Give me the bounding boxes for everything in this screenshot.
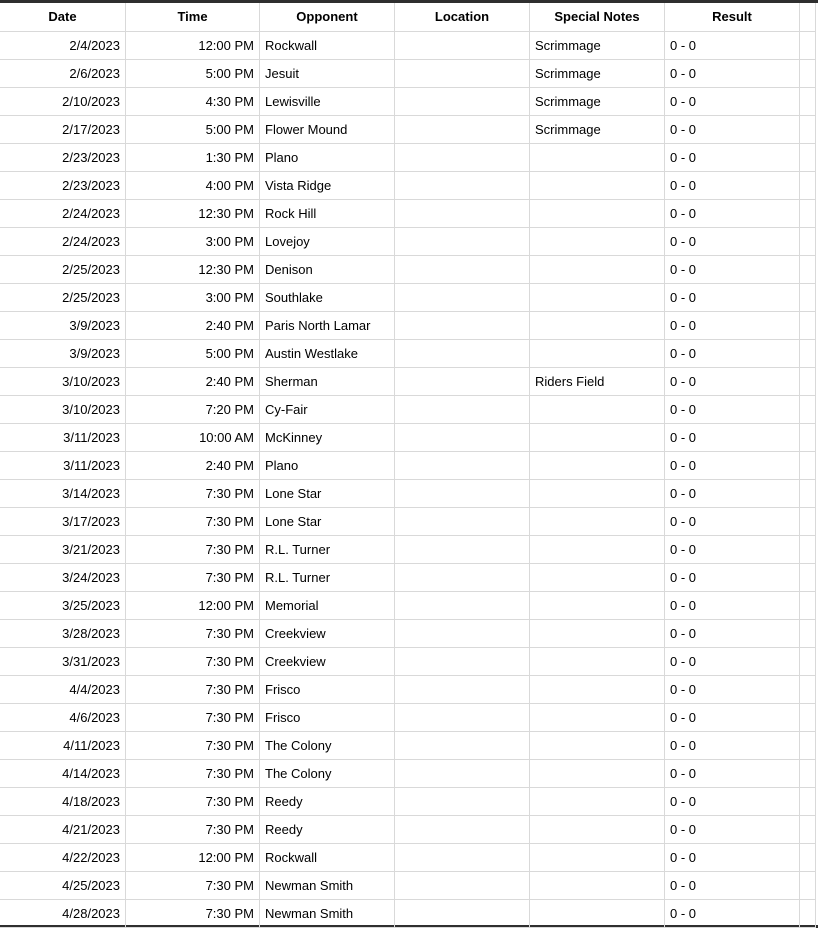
date-cell[interactable]: 3/10/2023 <box>0 367 126 395</box>
result-cell[interactable]: 0 - 0 <box>665 395 800 423</box>
location-cell[interactable] <box>395 479 530 507</box>
result-cell[interactable]: 0 - 0 <box>665 227 800 255</box>
special-notes-cell[interactable]: Scrimmage <box>530 87 665 115</box>
time-cell[interactable]: 7:30 PM <box>126 563 260 591</box>
date-cell[interactable]: 3/11/2023 <box>0 423 126 451</box>
header-time[interactable]: Time <box>126 3 260 31</box>
empty-cell[interactable] <box>800 87 816 115</box>
result-cell[interactable]: 0 - 0 <box>665 255 800 283</box>
empty-cell[interactable] <box>800 31 816 59</box>
special-notes-cell[interactable] <box>530 339 665 367</box>
time-cell[interactable]: 7:30 PM <box>126 731 260 759</box>
table-row <box>0 535 816 563</box>
result-cell[interactable]: 0 - 0 <box>665 311 800 339</box>
date-cell[interactable]: 4/28/2023 <box>0 899 126 927</box>
empty-cell[interactable] <box>800 59 816 87</box>
date-cell[interactable]: 4/4/2023 <box>0 675 126 703</box>
opponent-cell[interactable]: Plano <box>260 451 395 479</box>
opponent-cell[interactable]: Lone Star <box>260 479 395 507</box>
opponent-cell[interactable]: Austin Westlake <box>260 339 395 367</box>
header-row <box>0 3 816 31</box>
opponent-cell[interactable]: The Colony <box>260 759 395 787</box>
date-cell[interactable]: 2/24/2023 <box>0 199 126 227</box>
location-cell[interactable] <box>395 311 530 339</box>
special-notes-cell[interactable] <box>530 563 665 591</box>
result-cell[interactable]: 0 - 0 <box>665 283 800 311</box>
date-cell[interactable]: 2/24/2023 <box>0 227 126 255</box>
location-cell[interactable] <box>395 703 530 731</box>
empty-cell[interactable] <box>800 283 816 311</box>
location-cell[interactable] <box>395 199 530 227</box>
table-row <box>0 115 816 143</box>
time-cell[interactable]: 7:20 PM <box>126 395 260 423</box>
opponent-cell[interactable]: Newman Smith <box>260 899 395 927</box>
table-row <box>0 283 816 311</box>
empty-cell[interactable] <box>800 675 816 703</box>
special-notes-cell[interactable] <box>530 619 665 647</box>
time-cell[interactable]: 12:00 PM <box>126 843 260 871</box>
date-cell[interactable]: 3/31/2023 <box>0 647 126 675</box>
date-cell[interactable]: 2/17/2023 <box>0 115 126 143</box>
opponent-cell[interactable]: Lovejoy <box>260 227 395 255</box>
date-cell[interactable]: 3/14/2023 <box>0 479 126 507</box>
special-notes-cell[interactable] <box>530 311 665 339</box>
date-cell[interactable]: 4/6/2023 <box>0 703 126 731</box>
location-cell[interactable] <box>395 563 530 591</box>
time-cell[interactable]: 12:00 PM <box>126 31 260 59</box>
time-cell[interactable]: 5:00 PM <box>126 115 260 143</box>
result-cell[interactable]: 0 - 0 <box>665 31 800 59</box>
opponent-cell[interactable]: The Colony <box>260 731 395 759</box>
time-cell[interactable]: 4:30 PM <box>126 87 260 115</box>
time-cell[interactable]: 4:00 PM <box>126 171 260 199</box>
table-row <box>0 199 816 227</box>
result-cell[interactable]: 0 - 0 <box>665 59 800 87</box>
special-notes-cell[interactable]: Scrimmage <box>530 31 665 59</box>
empty-cell[interactable] <box>800 227 816 255</box>
time-cell[interactable]: 5:00 PM <box>126 59 260 87</box>
result-cell[interactable]: 0 - 0 <box>665 507 800 535</box>
empty-cell[interactable] <box>800 647 816 675</box>
time-cell[interactable]: 7:30 PM <box>126 787 260 815</box>
location-cell[interactable] <box>395 87 530 115</box>
special-notes-cell[interactable] <box>530 283 665 311</box>
result-cell[interactable]: 0 - 0 <box>665 787 800 815</box>
result-cell[interactable]: 0 - 0 <box>665 591 800 619</box>
table-row <box>0 619 816 647</box>
empty-cell[interactable] <box>800 311 816 339</box>
time-cell[interactable]: 12:30 PM <box>126 199 260 227</box>
result-cell[interactable]: 0 - 0 <box>665 563 800 591</box>
special-notes-cell[interactable] <box>530 759 665 787</box>
result-cell[interactable]: 0 - 0 <box>665 143 800 171</box>
location-cell[interactable] <box>395 227 530 255</box>
opponent-cell[interactable]: Frisco <box>260 675 395 703</box>
table-row <box>0 899 816 927</box>
empty-cell[interactable] <box>800 255 816 283</box>
header-opponent[interactable]: Opponent <box>260 3 395 31</box>
date-cell[interactable]: 2/6/2023 <box>0 59 126 87</box>
special-notes-cell[interactable] <box>530 843 665 871</box>
special-notes-cell[interactable] <box>530 227 665 255</box>
table-row <box>0 591 816 619</box>
location-cell[interactable] <box>395 507 530 535</box>
time-cell[interactable]: 7:30 PM <box>126 507 260 535</box>
location-cell[interactable] <box>395 339 530 367</box>
empty-cell[interactable] <box>800 703 816 731</box>
result-cell[interactable]: 0 - 0 <box>665 731 800 759</box>
table-row <box>0 423 816 451</box>
opponent-cell[interactable]: Flower Mound <box>260 115 395 143</box>
special-notes-cell[interactable] <box>530 507 665 535</box>
empty-cell[interactable] <box>800 591 816 619</box>
special-notes-cell[interactable] <box>530 479 665 507</box>
table-row <box>0 871 816 899</box>
location-cell[interactable] <box>395 619 530 647</box>
opponent-cell[interactable]: Vista Ridge <box>260 171 395 199</box>
time-cell[interactable]: 7:30 PM <box>126 675 260 703</box>
table-row <box>0 59 816 87</box>
empty-cell[interactable] <box>800 731 816 759</box>
opponent-cell[interactable]: Cy-Fair <box>260 395 395 423</box>
empty-cell[interactable] <box>800 395 816 423</box>
location-cell[interactable] <box>395 59 530 87</box>
location-cell[interactable] <box>395 395 530 423</box>
result-cell[interactable]: 0 - 0 <box>665 479 800 507</box>
date-cell[interactable]: 3/28/2023 <box>0 619 126 647</box>
table-row <box>0 451 816 479</box>
time-cell[interactable]: 2:40 PM <box>126 311 260 339</box>
location-cell[interactable] <box>395 675 530 703</box>
empty-cell[interactable] <box>800 871 816 899</box>
date-cell[interactable]: 3/17/2023 <box>0 507 126 535</box>
special-notes-cell[interactable] <box>530 255 665 283</box>
special-notes-cell[interactable] <box>530 423 665 451</box>
location-cell[interactable] <box>395 283 530 311</box>
location-cell[interactable] <box>395 255 530 283</box>
location-cell[interactable] <box>395 31 530 59</box>
opponent-cell[interactable]: Rock Hill <box>260 199 395 227</box>
time-cell[interactable]: 12:00 PM <box>126 591 260 619</box>
table-row <box>0 227 816 255</box>
opponent-cell[interactable]: Newman Smith <box>260 871 395 899</box>
special-notes-cell[interactable] <box>530 675 665 703</box>
special-notes-cell[interactable] <box>530 731 665 759</box>
time-cell[interactable]: 7:30 PM <box>126 815 260 843</box>
special-notes-cell[interactable] <box>530 899 665 927</box>
date-cell[interactable]: 4/21/2023 <box>0 815 126 843</box>
result-cell[interactable]: 0 - 0 <box>665 87 800 115</box>
time-cell[interactable]: 7:30 PM <box>126 647 260 675</box>
location-cell[interactable] <box>395 731 530 759</box>
opponent-cell[interactable]: Rockwall <box>260 843 395 871</box>
date-cell[interactable]: 2/10/2023 <box>0 87 126 115</box>
special-notes-cell[interactable] <box>530 171 665 199</box>
result-cell[interactable]: 0 - 0 <box>665 199 800 227</box>
time-cell[interactable]: 5:00 PM <box>126 339 260 367</box>
location-cell[interactable] <box>395 535 530 563</box>
table-row <box>0 787 816 815</box>
schedule-table <box>0 3 816 928</box>
date-cell[interactable]: 3/10/2023 <box>0 395 126 423</box>
special-notes-cell[interactable] <box>530 703 665 731</box>
date-cell[interactable]: 4/11/2023 <box>0 731 126 759</box>
result-cell[interactable]: 0 - 0 <box>665 843 800 871</box>
table-row <box>0 31 816 59</box>
location-cell[interactable] <box>395 591 530 619</box>
opponent-cell[interactable]: Rockwall <box>260 31 395 59</box>
table-row <box>0 367 816 395</box>
empty-cell[interactable] <box>800 423 816 451</box>
result-cell[interactable]: 0 - 0 <box>665 339 800 367</box>
opponent-cell[interactable]: R.L. Turner <box>260 535 395 563</box>
special-notes-cell[interactable] <box>530 815 665 843</box>
location-cell[interactable] <box>395 451 530 479</box>
opponent-cell[interactable]: Creekview <box>260 619 395 647</box>
special-notes-cell[interactable] <box>530 535 665 563</box>
table-row <box>0 171 816 199</box>
date-cell[interactable]: 3/9/2023 <box>0 339 126 367</box>
location-cell[interactable] <box>395 759 530 787</box>
table-row <box>0 703 816 731</box>
opponent-cell[interactable]: Memorial <box>260 591 395 619</box>
result-cell[interactable]: 0 - 0 <box>665 871 800 899</box>
table-row <box>0 507 816 535</box>
location-cell[interactable] <box>395 115 530 143</box>
table-row <box>0 395 816 423</box>
table-row <box>0 339 816 367</box>
location-cell[interactable] <box>395 871 530 899</box>
table-row <box>0 843 816 871</box>
empty-cell[interactable] <box>800 367 816 395</box>
empty-cell[interactable] <box>800 339 816 367</box>
table-row <box>0 563 816 591</box>
location-cell[interactable] <box>395 423 530 451</box>
header-location[interactable]: Location <box>395 3 530 31</box>
location-cell[interactable] <box>395 899 530 927</box>
table-row <box>0 815 816 843</box>
table-row <box>0 143 816 171</box>
time-cell[interactable]: 3:00 PM <box>126 283 260 311</box>
result-cell[interactable]: 0 - 0 <box>665 451 800 479</box>
empty-cell[interactable] <box>800 759 816 787</box>
time-cell[interactable]: 2:40 PM <box>126 367 260 395</box>
time-cell[interactable]: 7:30 PM <box>126 871 260 899</box>
opponent-cell[interactable]: Southlake <box>260 283 395 311</box>
table-row <box>0 731 816 759</box>
result-cell[interactable]: 0 - 0 <box>665 759 800 787</box>
location-cell[interactable] <box>395 843 530 871</box>
special-notes-cell[interactable]: Scrimmage <box>530 115 665 143</box>
opponent-cell[interactable]: Jesuit <box>260 59 395 87</box>
special-notes-cell[interactable] <box>530 871 665 899</box>
date-cell[interactable]: 3/9/2023 <box>0 311 126 339</box>
empty-cell[interactable] <box>800 815 816 843</box>
opponent-cell[interactable]: Frisco <box>260 703 395 731</box>
header-result[interactable]: Result <box>665 3 800 31</box>
empty-cell[interactable] <box>800 843 816 871</box>
empty-cell[interactable] <box>800 899 816 927</box>
result-cell[interactable]: 0 - 0 <box>665 171 800 199</box>
opponent-cell[interactable]: Lewisville <box>260 87 395 115</box>
result-cell[interactable]: 0 - 0 <box>665 115 800 143</box>
opponent-cell[interactable]: Reedy <box>260 787 395 815</box>
empty-cell[interactable] <box>800 115 816 143</box>
special-notes-cell[interactable]: Scrimmage <box>530 59 665 87</box>
empty-cell[interactable] <box>800 479 816 507</box>
opponent-cell[interactable]: Paris North Lamar <box>260 311 395 339</box>
opponent-cell[interactable]: Plano <box>260 143 395 171</box>
time-cell[interactable]: 7:30 PM <box>126 703 260 731</box>
date-cell[interactable]: 4/14/2023 <box>0 759 126 787</box>
opponent-cell[interactable]: R.L. Turner <box>260 563 395 591</box>
empty-cell[interactable] <box>800 563 816 591</box>
table-row <box>0 311 816 339</box>
opponent-cell[interactable]: Denison <box>260 255 395 283</box>
empty-cell[interactable] <box>800 451 816 479</box>
date-cell[interactable]: 2/4/2023 <box>0 31 126 59</box>
time-cell[interactable]: 7:30 PM <box>126 899 260 927</box>
time-cell[interactable]: 3:00 PM <box>126 227 260 255</box>
header-special-notes[interactable]: Special Notes <box>530 3 665 31</box>
time-cell[interactable]: 2:40 PM <box>126 451 260 479</box>
result-cell[interactable]: 0 - 0 <box>665 619 800 647</box>
result-cell[interactable]: 0 - 0 <box>665 899 800 927</box>
special-notes-cell[interactable] <box>530 395 665 423</box>
result-cell[interactable]: 0 - 0 <box>665 703 800 731</box>
opponent-cell[interactable]: Sherman <box>260 367 395 395</box>
location-cell[interactable] <box>395 171 530 199</box>
time-cell[interactable]: 10:00 AM <box>126 423 260 451</box>
special-notes-cell[interactable]: Riders Field <box>530 367 665 395</box>
date-cell[interactable]: 4/22/2023 <box>0 843 126 871</box>
result-cell[interactable]: 0 - 0 <box>665 675 800 703</box>
result-cell[interactable]: 0 - 0 <box>665 647 800 675</box>
date-cell[interactable]: 3/21/2023 <box>0 535 126 563</box>
result-cell[interactable]: 0 - 0 <box>665 535 800 563</box>
table-row <box>0 759 816 787</box>
table-row <box>0 255 816 283</box>
date-cell[interactable]: 4/18/2023 <box>0 787 126 815</box>
result-cell[interactable]: 0 - 0 <box>665 815 800 843</box>
date-cell[interactable]: 2/25/2023 <box>0 283 126 311</box>
empty-cell[interactable] <box>800 143 816 171</box>
special-notes-cell[interactable] <box>530 199 665 227</box>
time-cell[interactable]: 7:30 PM <box>126 759 260 787</box>
result-cell[interactable]: 0 - 0 <box>665 367 800 395</box>
opponent-cell[interactable]: Lone Star <box>260 507 395 535</box>
time-cell[interactable]: 1:30 PM <box>126 143 260 171</box>
special-notes-cell[interactable] <box>530 647 665 675</box>
date-cell[interactable]: 4/25/2023 <box>0 871 126 899</box>
empty-cell[interactable] <box>800 171 816 199</box>
table-row <box>0 479 816 507</box>
date-cell[interactable]: 3/11/2023 <box>0 451 126 479</box>
special-notes-cell[interactable] <box>530 451 665 479</box>
table-row <box>0 675 816 703</box>
date-cell[interactable]: 3/24/2023 <box>0 563 126 591</box>
empty-cell[interactable] <box>800 199 816 227</box>
header-date[interactable]: Date <box>0 3 126 31</box>
location-cell[interactable] <box>395 367 530 395</box>
empty-cell[interactable] <box>800 619 816 647</box>
date-cell[interactable]: 3/25/2023 <box>0 591 126 619</box>
opponent-cell[interactable]: McKinney <box>260 423 395 451</box>
empty-cell[interactable] <box>800 535 816 563</box>
empty-cell[interactable] <box>800 787 816 815</box>
location-cell[interactable] <box>395 143 530 171</box>
location-cell[interactable] <box>395 815 530 843</box>
opponent-cell[interactable]: Creekview <box>260 647 395 675</box>
special-notes-cell[interactable] <box>530 591 665 619</box>
date-cell[interactable]: 2/23/2023 <box>0 143 126 171</box>
time-cell[interactable]: 7:30 PM <box>126 479 260 507</box>
date-cell[interactable]: 2/25/2023 <box>0 255 126 283</box>
result-cell[interactable]: 0 - 0 <box>665 423 800 451</box>
header-extra[interactable] <box>800 3 816 31</box>
table-row <box>0 87 816 115</box>
opponent-cell[interactable]: Reedy <box>260 815 395 843</box>
location-cell[interactable] <box>395 787 530 815</box>
time-cell[interactable]: 7:30 PM <box>126 535 260 563</box>
special-notes-cell[interactable] <box>530 787 665 815</box>
empty-cell[interactable] <box>800 507 816 535</box>
time-cell[interactable]: 7:30 PM <box>126 619 260 647</box>
location-cell[interactable] <box>395 647 530 675</box>
table-row <box>0 647 816 675</box>
special-notes-cell[interactable] <box>530 143 665 171</box>
date-cell[interactable]: 2/23/2023 <box>0 171 126 199</box>
time-cell[interactable]: 12:30 PM <box>126 255 260 283</box>
